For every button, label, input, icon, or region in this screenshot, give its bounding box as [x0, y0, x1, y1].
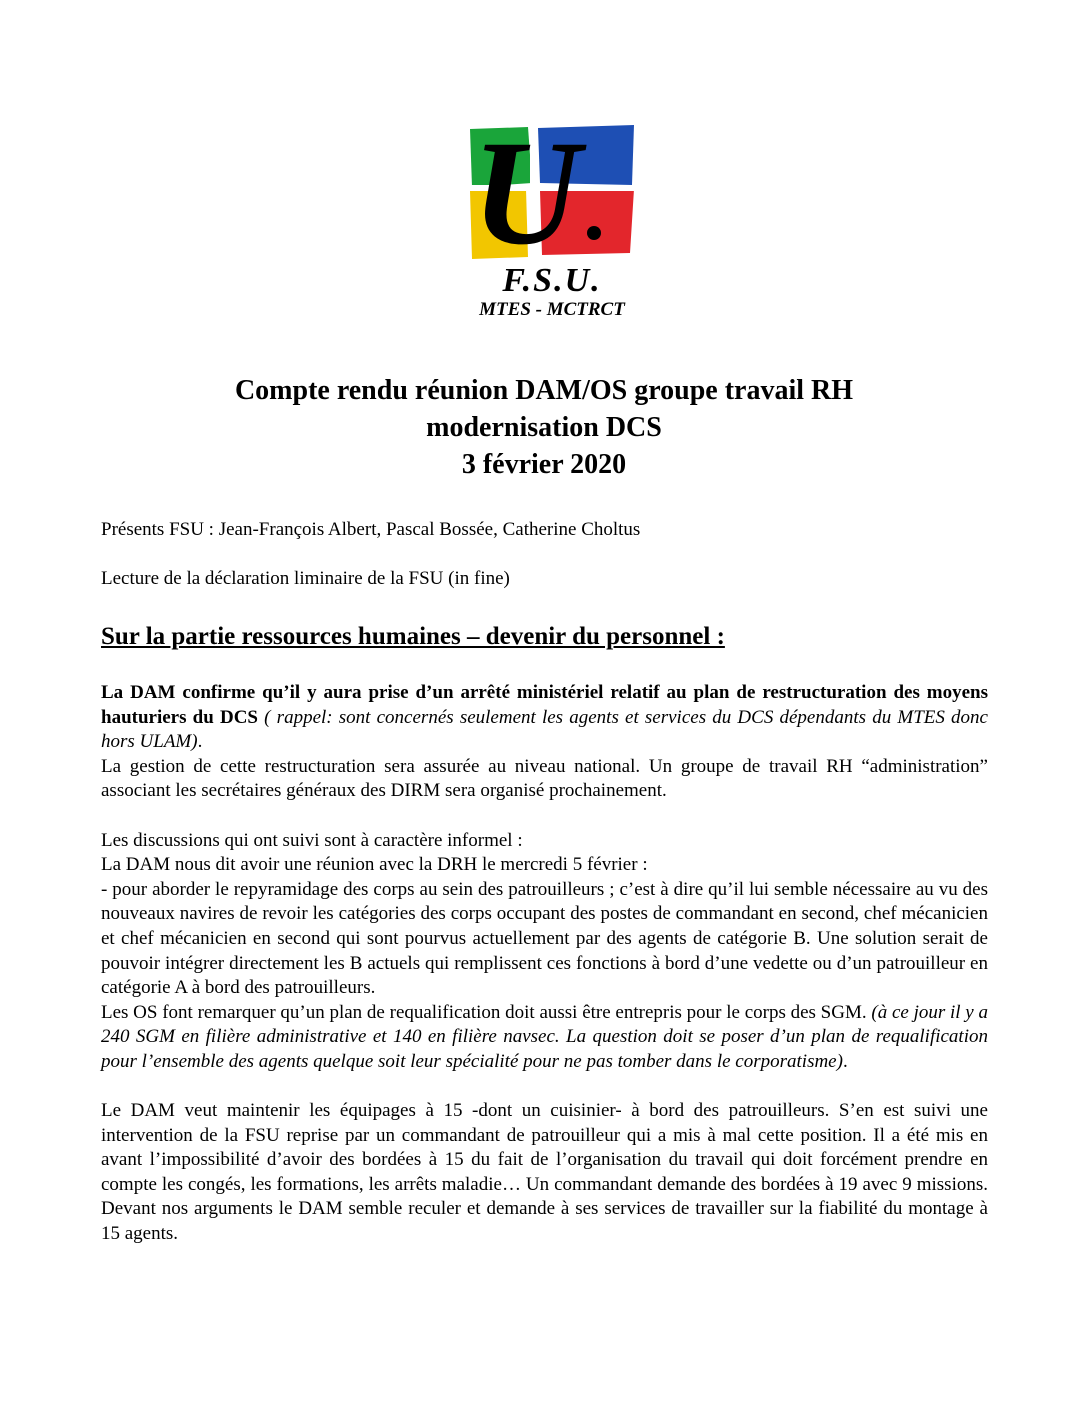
paragraph-end: .: [842, 1050, 848, 1072]
paragraph-bold-text: La DAM confirme qu’il y aura prise d’un arrêté ministériel relatif au plan de restructuration des moyens hauturiers du DCS: [101, 682, 988, 728]
title-line-2: modernisation DCS: [426, 412, 662, 443]
fsu-logo: [468, 125, 636, 321]
section-heading: Sur la partie ressources humaines – devenir du personnel :: [101, 623, 725, 650]
attendees-line: Présents FSU : Jean-François Albert, Pascal Bossée, Catherine Choltus: [101, 519, 641, 540]
paragraph-dam-confirmation: [101, 681, 988, 755]
svg-text:F.S.U.: F.S.U.: [502, 262, 602, 299]
declaration-line: Lecture de la déclaration liminaire de la FSU (in fine): [101, 568, 510, 589]
paragraph-equipages: Le DAM veut maintenir les équipages à 15 -dont un cuisinier- à bord des patrouilleurs. S’en est suivi une intervention de la FSU reprise par un commandant de patrouilleur qui a mis à mal cette position. Il a été mis en avant l’impossibilité d’avoir des bordées à 15 du fait de l’organisation du travail qui doit forcément prendre en compte les congés, les formations, les arrêts maladie… Un commandant demande des bordées à 19 avec 9 missions. Devant nos arguments le DAM semble reculer et demande à ses services de travailler sur la fiabilité du montage à 15 agents.: [101, 1100, 988, 1245]
paragraph-italic-text: (à ce jour il y a 240 SGM en filière administrative et 140 en filière navsec. La question doit se poser d’un plan de requalification pour l’ensemble des agents quelque soit leur spécialité pour ne pas tomber dans le corporatisme): [101, 1001, 988, 1072]
paragraph-repyramidage: - pour aborder le repyramidage des corps au sein des patrouilleurs ; c’est à dire qu’il lui semble nécessaire au vu des nouveaux navires de revoir les catégories des corps occupant des postes de commandant en second, chef mécanicien et chef mécanicien en second qui sont pourvus actuellement par des agents de catégorie B. Une solution serait de pouvoir intégrer directement les B actuels qui remplissent ces fonctions à bord d’une vedette ou d’un patrouilleur en catégorie A à bord des patrouilleurs.: [101, 878, 988, 999]
svg-text:MTES - MCTRCT: MTES - MCTRCT: [479, 299, 625, 320]
paragraph-normal-text: Les OS font remarquer qu’un plan de requalification doit aussi être entrepris pour le corps des SGM.: [101, 1001, 872, 1023]
body-text: [101, 681, 988, 1247]
paragraph-gestion: La gestion de cette restructuration sera assurée au niveau national. Un groupe de travail RH “administration” associant les secrétaires généraux des DIRM sera organisé prochainement.: [101, 755, 988, 802]
svg-text:U: U: [471, 125, 581, 276]
paragraph-drh-meeting: La DAM nous dit avoir une réunion avec la DRH le mercredi 5 février :: [101, 854, 648, 876]
document-title: [0, 372, 1088, 483]
paragraph-discussions: Les discussions qui ont suivi sont à caractère informel :: [101, 829, 523, 851]
title-line-3: 3 février 2020: [461, 449, 627, 480]
paragraph-italic-note: ( rappel: sont concernés seulement les agents et services du DCS dépendants du MTES donc hors ULAM): [101, 706, 988, 753]
paragraph-requalification: [101, 1001, 988, 1075]
paragraph-end: .: [197, 731, 203, 753]
title-line-1: Compte rendu réunion DAM/OS groupe travail RH: [234, 375, 854, 406]
